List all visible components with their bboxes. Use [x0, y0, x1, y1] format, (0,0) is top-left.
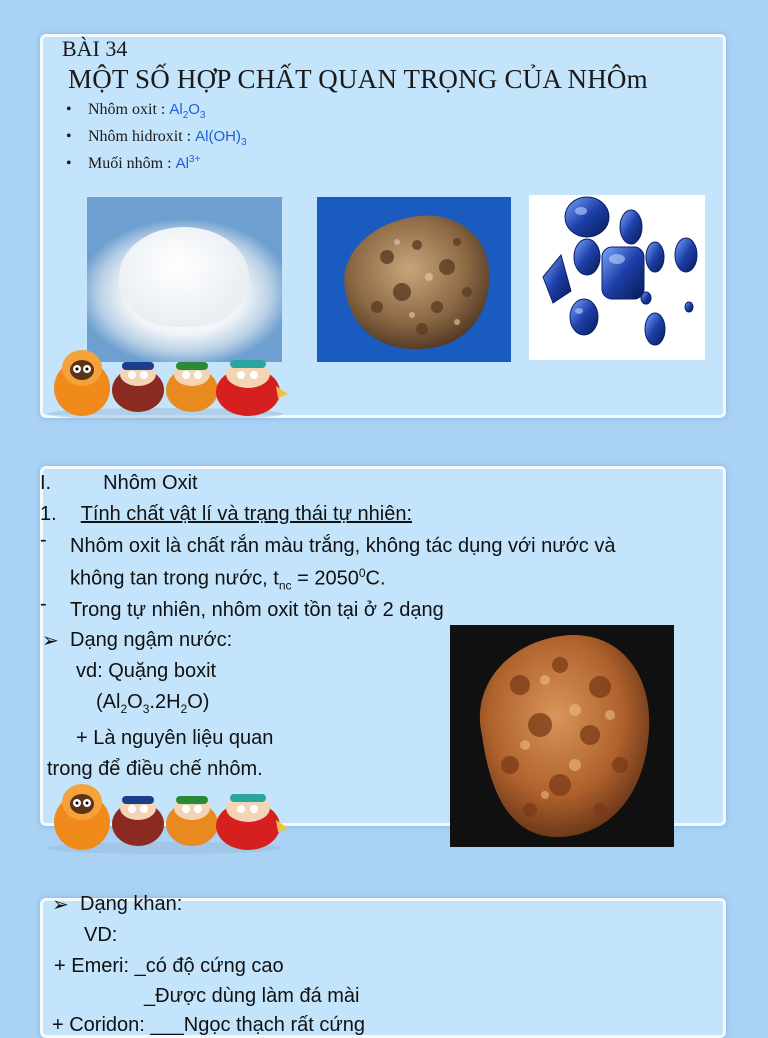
body-line: + Emeri: _có độ cứng cao — [54, 955, 284, 977]
arrow-bullet-icon: ➢ — [52, 894, 69, 916]
body-line: Nhôm oxit là chất rắn màu trắng, không tác dụng với nước và — [70, 535, 616, 557]
bauxite-formula: $(Al_2O_3.2H_2O)$ — [96, 691, 210, 716]
body-line: _Được dùng làm đá mài — [144, 985, 360, 1007]
body-line: Trong tự nhiên, nhôm oxit tồn tại ở 2 dạng — [70, 599, 444, 621]
cartoon-mascots — [40, 338, 290, 420]
arrow-bullet-icon: ➢ — [42, 630, 59, 652]
subsection-heading: 1. Tính chất vật lí và trạng thái tự nhiên: — [40, 503, 413, 525]
bauxite-ore-photo — [450, 625, 674, 847]
body-line: vd: Quặng boxit — [76, 660, 217, 682]
body-line: Dạng khan: — [80, 893, 183, 915]
body-line: trong để điều chế nhôm. — [47, 758, 263, 780]
bauxite-photo — [317, 197, 511, 362]
cartoon-mascots — [40, 772, 290, 854]
dash-marker: - — [40, 529, 47, 551]
dash-marker: - — [40, 593, 47, 615]
lesson-number: BÀI 34 — [62, 36, 128, 61]
lesson-title: MỘT SỐ HỢP CHẤT QUAN TRỌNG CỦA NHÔm — [68, 64, 648, 94]
body-line: Dạng ngậm nước: — [70, 629, 233, 651]
body-line: + Coridon: ___Ngọc thạch rất cứng — [52, 1014, 366, 1036]
body-line: + Là nguyên liệu quan — [76, 727, 274, 749]
section-heading: I. Nhôm Oxit — [40, 472, 198, 494]
body-line-melting-point: không tan trong nước, $t_{nc} = 2050^0C$. — [70, 566, 386, 593]
bullet-aluminium-oxide: • Nhôm oxit : $Al_2O_3$ — [66, 101, 206, 121]
bullet-aluminium-salt: • Muối nhôm : $Al^{3+}$ — [66, 154, 201, 172]
sapphire-gems-photo — [529, 195, 705, 360]
bullet-aluminium-hydroxide: • Nhôm hidroxit : $Al(OH)_3$ — [66, 128, 247, 148]
body-line: VD: — [84, 924, 118, 946]
